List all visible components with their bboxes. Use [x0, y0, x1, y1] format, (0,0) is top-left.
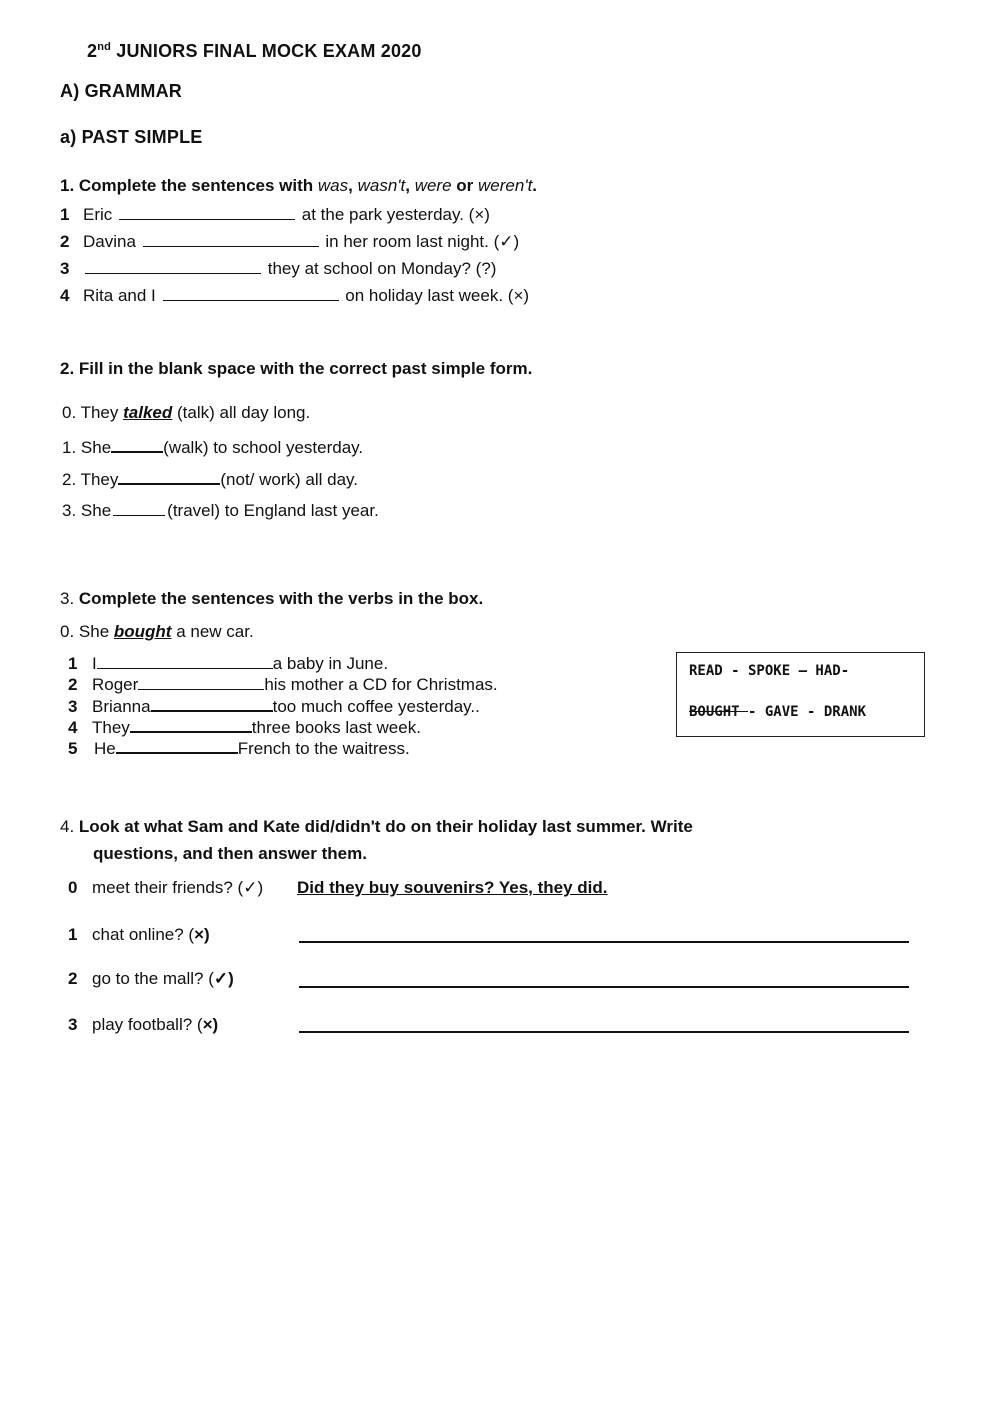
q2-item-pre: 1. She — [62, 438, 112, 457]
q3-item-post: French to the waitress. — [237, 739, 410, 758]
q2-example-answer: talked — [123, 403, 173, 422]
title-sup: nd — [97, 41, 112, 53]
q1-or: or — [451, 176, 479, 195]
answer-blank[interactable] — [85, 257, 261, 274]
q1-item-text: on holiday last week. ( — [345, 286, 514, 305]
answer-blank[interactable] — [151, 694, 273, 712]
q1-item — [60, 257, 496, 279]
q3-item-pre: Roger — [92, 675, 139, 694]
answer-blank[interactable] — [119, 203, 295, 220]
q2-example-pre: 0. They — [62, 403, 124, 422]
q1-word-were: were — [414, 176, 452, 195]
q3-example — [60, 622, 254, 642]
item-number: 4 — [60, 286, 70, 305]
q4-heading-line1: Look at what Sam and Kate did/didn't do on their holiday last summer. Write — [78, 817, 693, 836]
q1-word-werent: weren't — [478, 176, 533, 195]
q1-item — [60, 203, 490, 225]
item-number: 1 — [68, 654, 78, 673]
verb-box-line2 — [689, 704, 866, 720]
paren: ) — [204, 925, 210, 944]
item-number: 2 — [60, 232, 70, 251]
q3-item-pre: Brianna — [92, 697, 151, 716]
q3-heading-text: Complete the sentences with the verbs in the box. — [78, 589, 484, 608]
q3-item-pre: He — [94, 739, 116, 758]
q3-item-post: too much coffee yesterday.. — [272, 697, 480, 716]
q1-end: . — [532, 176, 538, 195]
q1-item-text: in her room last night. ( — [325, 232, 500, 251]
q1-item-subject: Davina — [83, 232, 136, 251]
q1-item-subject: Eric — [83, 205, 113, 224]
subsection-heading: a) PAST SIMPLE — [60, 127, 203, 147]
q1-item-text: at the park yesterday. ( — [301, 205, 475, 224]
q1-item-subject: Rita and I — [83, 286, 156, 305]
cross-icon: × — [474, 205, 485, 224]
q1-item-text: they at school on Monday? ( — [267, 259, 482, 278]
q2-example-post: (talk) all day long. — [172, 403, 311, 422]
q3-item — [68, 694, 480, 717]
check-icon: ✓ — [243, 878, 258, 897]
check-icon: ✓ — [499, 232, 514, 251]
q2-item-post: (not/ work) all day. — [220, 470, 359, 489]
q1-item — [60, 284, 529, 306]
q4-item-prompt: play football? ( — [92, 1015, 203, 1034]
cross-icon: × — [513, 286, 524, 305]
paren: ) — [212, 1015, 219, 1034]
paren: ) — [484, 205, 490, 224]
answer-line[interactable] — [299, 1031, 909, 1033]
paren: ) — [513, 232, 520, 251]
answer-line[interactable] — [299, 986, 909, 988]
q2-example — [62, 403, 310, 423]
q1-sep: , — [405, 176, 415, 195]
answer-blank[interactable] — [130, 715, 252, 733]
q1-word-wasnt: wasn't — [357, 176, 406, 195]
section-heading: A) GRAMMAR — [60, 81, 182, 101]
q3-item-pre: I — [92, 654, 97, 673]
q3-item — [68, 652, 388, 674]
answer-blank[interactable] — [97, 652, 273, 669]
q2-item — [62, 435, 363, 458]
q4-heading-line2: questions, and then answer them. — [93, 844, 367, 863]
q3-example-pre: 0. She — [60, 622, 114, 641]
answer-blank[interactable] — [113, 499, 165, 516]
verb-box-line2-rest: - GAVE - DRANK — [748, 704, 867, 720]
q4-item — [68, 1015, 218, 1035]
answer-blank[interactable] — [111, 435, 163, 453]
q1-item — [60, 230, 519, 252]
q4-item — [68, 878, 263, 898]
page-title — [87, 41, 422, 62]
answer-line[interactable] — [299, 941, 909, 943]
title-rest: JUNIORS FINAL MOCK EXAM 2020 — [111, 41, 422, 61]
item-number: 3 — [68, 1015, 78, 1034]
q3-item-pre: They — [92, 718, 130, 737]
q4-heading — [60, 817, 693, 837]
q1-sep: , — [348, 176, 358, 195]
q2-item-post: (travel) to England last year. — [167, 501, 379, 520]
verb-box — [676, 652, 925, 737]
q3-item-post: his mother a CD for Christmas. — [264, 675, 498, 694]
item-number: 3 — [68, 697, 78, 716]
check-icon: ✓ — [213, 969, 229, 988]
q4-item — [68, 925, 210, 945]
paren: ) — [228, 969, 234, 988]
q3-item — [68, 715, 421, 738]
q2-item — [62, 467, 358, 490]
item-number: 2 — [68, 675, 78, 694]
q4-item — [68, 969, 234, 989]
q4-example-answer: Did they buy souvenirs? Yes, they did. — [297, 878, 608, 897]
q4-number: 4. — [60, 817, 79, 836]
q3-heading — [60, 589, 483, 609]
q2-heading: 2. Fill in the blank space with the correct past simple form. — [60, 359, 533, 378]
q1-heading-text: 1. Complete the sentences with — [60, 176, 318, 195]
q3-example-post: a new car. — [171, 622, 254, 641]
answer-blank[interactable] — [163, 284, 339, 301]
item-number: 1 — [60, 205, 70, 224]
item-number: 2 — [68, 969, 78, 988]
q3-example-answer: bought — [113, 622, 172, 641]
q3-number: 3. — [60, 589, 79, 608]
q4-item-prompt: meet their friends? ( — [92, 878, 244, 897]
title-prefix: 2 — [87, 41, 98, 61]
answer-blank[interactable] — [118, 467, 220, 485]
q2-item-pre: 3. She — [62, 501, 112, 520]
paren: ) — [523, 286, 530, 305]
q1-word-was: was — [317, 176, 349, 195]
q4-item-prompt: chat online? ( — [92, 925, 195, 944]
item-number: 1 — [68, 925, 78, 944]
item-number: 0 — [68, 878, 78, 897]
q3-item-post: a baby in June. — [272, 654, 389, 673]
item-number: 5 — [68, 739, 78, 758]
verb-box-line1: READ - SPOKE – HAD- — [689, 663, 850, 679]
answer-blank[interactable] — [143, 230, 319, 247]
paren: ) — [490, 259, 497, 278]
q3-item — [68, 673, 498, 695]
q3-item — [68, 736, 410, 759]
cross-icon: × — [202, 1015, 213, 1034]
q3-item-post: three books last week. — [251, 718, 421, 737]
answer-blank[interactable] — [116, 736, 238, 754]
paren: ) — [257, 878, 264, 897]
q2-item-pre: 2. They — [62, 470, 119, 489]
item-number: 4 — [68, 718, 78, 737]
q2-item — [62, 499, 379, 521]
q1-heading — [60, 176, 537, 196]
question-mark-icon: ? — [481, 259, 491, 278]
q2-item-post: (walk) to school yesterday. — [163, 438, 364, 457]
answer-blank[interactable] — [138, 673, 264, 690]
q4-item-prompt: go to the mall? ( — [92, 969, 214, 988]
cross-icon: × — [194, 925, 205, 944]
verb-box-struck-word: BOUGHT — [689, 704, 749, 720]
item-number: 3 — [60, 259, 70, 278]
